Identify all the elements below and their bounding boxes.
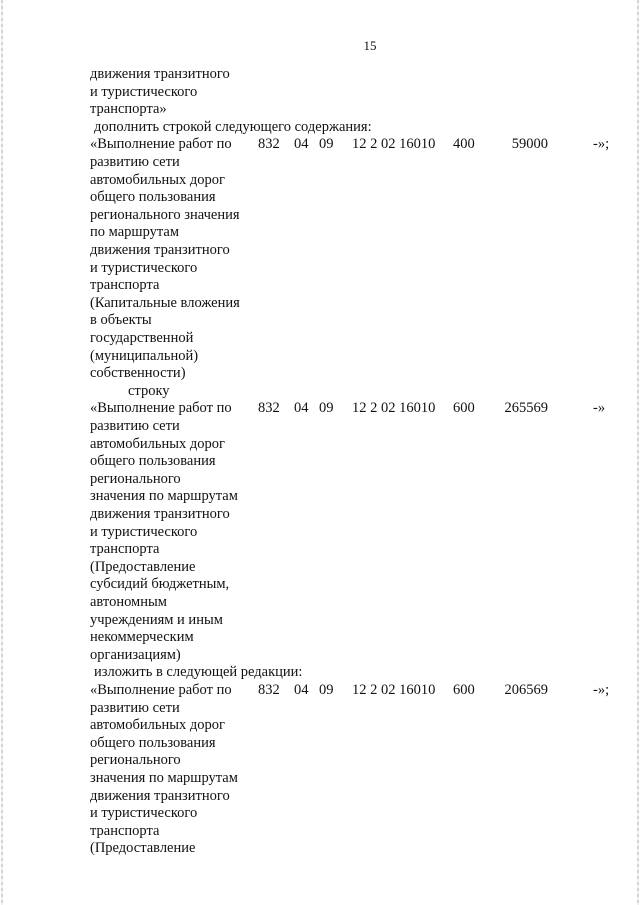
row-label-line: транспорта (90, 277, 160, 294)
section-code: 04 (294, 682, 309, 698)
row-label-line: значения по маршрутам (90, 488, 238, 505)
row-label-line: транспорта (90, 541, 160, 558)
row-label-line: некоммерческим (90, 629, 194, 646)
amount: 206569 (504, 682, 548, 698)
row-label-line: и туристического (90, 259, 198, 276)
row-label-line: учреждениям и иным (90, 611, 223, 628)
row-label-line: транспорта (90, 822, 160, 839)
row-label-line: развитию сети (90, 418, 180, 434)
target-article: 12 2 02 16010 (352, 682, 436, 698)
row-label-line: автомобильных дорог (90, 171, 225, 188)
admin-code: 832 (258, 136, 280, 153)
row-label-line: (Капитальные вложения (90, 294, 240, 311)
row-ending: -»; (593, 136, 610, 153)
admin-code: 832 (258, 682, 280, 698)
row-label-line: (Предоставление (90, 558, 196, 575)
target-article: 12 2 02 16010 (352, 136, 436, 153)
row-label-line: общего пользования (90, 453, 216, 470)
row-label-line: и туристического (90, 523, 198, 540)
subsection-code: 09 (319, 682, 334, 698)
target-article: 12 2 02 16010 (352, 400, 436, 417)
row-label-line: развитию сети (90, 154, 180, 170)
row-label-line: автономным (90, 594, 167, 610)
row-values (0, 136, 640, 154)
instruction-restate: изложить в следующей редакции: (94, 664, 303, 681)
row-label-line: общего пользования (90, 734, 216, 751)
expense-type: 600 (453, 682, 475, 698)
admin-code: 832 (258, 400, 280, 417)
subsection-code: 09 (319, 136, 334, 153)
row-label-line: собственности) (90, 365, 186, 382)
subsection-code: 09 (319, 400, 334, 417)
row-label-line: автомобильных дорог (90, 717, 225, 734)
row-label-line: государственной (90, 330, 194, 346)
expense-type: 600 (453, 400, 475, 417)
row-label-line: по маршрутам (90, 224, 179, 241)
text-line: транспорта» (90, 101, 167, 118)
row-label-line: регионального (90, 752, 181, 769)
row-label-line: в объекты (90, 312, 152, 329)
section-code: 04 (294, 400, 309, 417)
row-label-line: движения транзитного (90, 242, 230, 258)
instruction-add-line: дополнить строкой следующего содержания: (94, 118, 372, 135)
row-label-line: «Выполнение работ по (90, 136, 232, 153)
row-label-line: и туристического (90, 805, 198, 822)
text-line: и туристического (90, 83, 198, 100)
row-label-line: развитию сети (90, 699, 180, 716)
row-label-line: регионального значения (90, 206, 240, 223)
row-values (0, 400, 640, 418)
instruction-line-ref: строку (128, 382, 170, 399)
row-label-line: (Предоставление (90, 840, 196, 857)
row-values (0, 682, 640, 700)
row-label-line: автомобильных дорог (90, 435, 225, 452)
page-number: 15 (363, 38, 377, 53)
row-label-line: «Выполнение работ по (90, 682, 232, 698)
row-ending: -» (593, 400, 606, 417)
amount: 265569 (504, 400, 548, 417)
row-label-line: значения по маршрутам (90, 770, 238, 786)
amount: 59000 (511, 136, 548, 153)
row-label-line: субсидий бюджетным, (90, 576, 230, 593)
expense-type: 400 (453, 136, 475, 153)
row-ending: -»; (593, 682, 610, 698)
row-label-line: «Выполнение работ по (90, 400, 232, 417)
row-label-line: движения транзитного (90, 506, 230, 522)
row-label-line: общего пользования (90, 189, 216, 206)
text-line: движения транзитного (90, 66, 230, 82)
row-label-line: организациям) (90, 646, 181, 663)
row-label-line: регионального (90, 470, 181, 487)
section-code: 04 (294, 136, 309, 153)
row-label-line: движения транзитного (90, 787, 230, 804)
row-label-line: (муниципальной) (90, 347, 199, 364)
